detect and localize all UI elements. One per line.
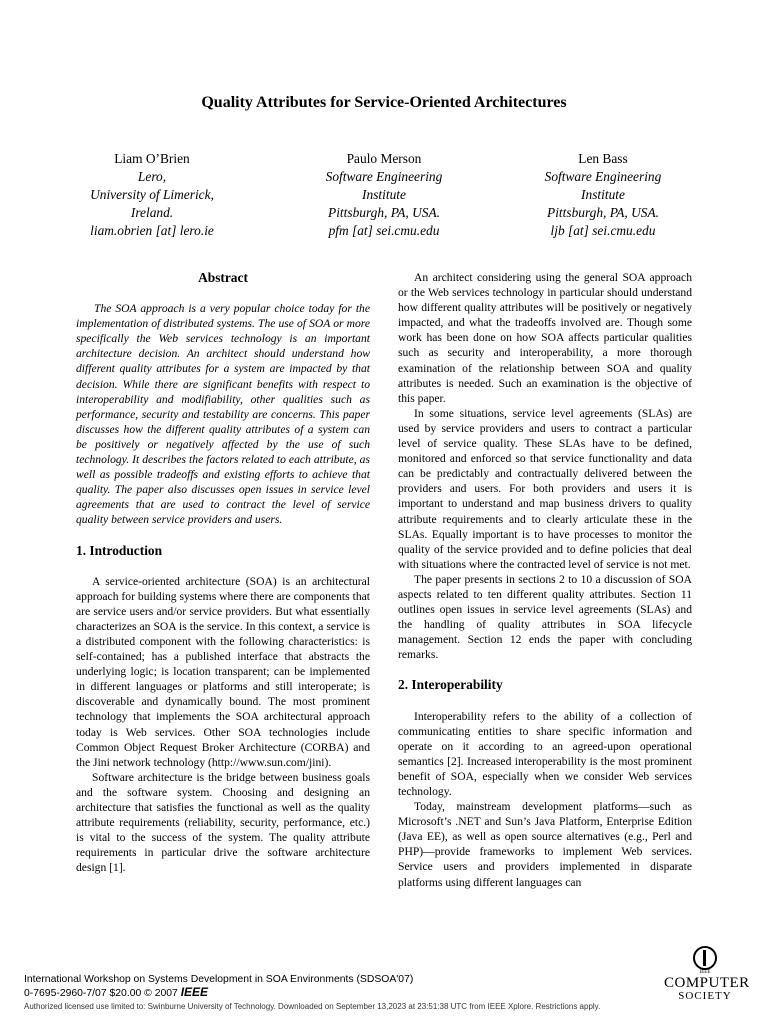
author-3 — [488, 150, 718, 240]
section-heading-interoperability: 2. Interoperability — [398, 677, 503, 693]
paragraph: Today, mainstream development platforms—such as Microsoft’s .NET and Sun’s Java Platform, Enterprise Edition (Java EE), as well as open source alternatives (e.g., Perl and PHP)—provide frameworks to implement Web services. Service users and providers implemented in disparate platforms using different languages can — [398, 800, 692, 889]
ieee-circle-icon — [693, 946, 717, 970]
logo-society-text: SOCIETY — [678, 990, 732, 1002]
left-column — [76, 270, 370, 875]
paragraph: An architect considering using the general SOA approach or the Web services technology in particular should understand how different quality attributes will be positively or negatively impacted, and what the tradeoffs involved are. Though some work has been done on how SOA affects particular qualities such as security and interoperability, a more thorough examination of the relationship between SOA and quality attributes is needed. Such an examination is the objective of this paper. — [398, 271, 692, 405]
author-affiliation: Ireland. — [130, 205, 174, 220]
footer-isbn-text: 0-7695-2960-7/07 $20.00 © 2007 — [24, 988, 178, 999]
paragraph: The paper presents in sections 2 to 10 a discussion of SOA aspects related to ten different quality attributes. Section 11 outlines open issues in service level agreements (SLAs) and the handling of quality attributes in SOA lifecycle management. Section 12 ends the paper with concluding remarks. — [398, 572, 692, 662]
author-affiliation: Software Engineering — [325, 169, 443, 184]
abstract-heading: Abstract — [198, 270, 248, 285]
computer-society-logo — [664, 946, 750, 1002]
paragraph: A service-oriented architecture (SOA) is an architectural approach for building systems where there are components that are service users and/or service providers. But what essentially characterizes an SOA is the service. In this context, a service is a distributed component with the following characteristics: is self-contained; has a published interface that abstracts the underlying logic; is location transparent; can be implemented in different languages or platforms and still interoperate; is discoverable and dynamically bound. The most prominent technology that implements the SOA architectural approach today is Web services. Other SOA technologies include Common Object Request Broker Architecture (CORBA) and the Jini network technology (http://www.sun.com/jini). — [76, 574, 370, 769]
author-name: Len Bass — [578, 151, 628, 166]
footer-isbn — [24, 986, 600, 1000]
logo-computer-text: COMPUTER — [664, 975, 750, 991]
author-email: pfm [at] sei.cmu.edu — [328, 223, 440, 238]
author-affiliation: University of Limerick, — [90, 187, 214, 202]
abstract-text: The SOA approach is a very popular choice today for the implementation of distributed systems. The use of SOA or more specifically the Web services technology is an important architecture decision. An architect should understand how different quality attributes for a system are impacted by that decision. While there are significant benefits with respect to interoperability and modifiability, other qualities such as performance, security and testability are concerns. This paper discusses how the different quality attributes of a system can be positively or negatively affected by the use of such technology. It describes the factors related to each attribute, as well as possible tradeoffs and existing efforts to achieve that quality. The paper also discusses open issues in service level agreements that are used to contract the level of service quality between service providers and users. — [76, 302, 370, 527]
paragraph: Software architecture is the bridge between business goals and the software system. Choosing and designing an architecture that satisfies the functional as well as the quality attribute requirements (reliability, security, performance, etc.) is vital to the success of the system. The quality attribute requirements in particular drive the software architecture design [1]. — [76, 770, 370, 875]
author-1 — [37, 150, 267, 240]
paper-title: Quality Attributes for Service-Oriented Architectures — [201, 94, 567, 111]
paragraph: Interoperability refers to the ability of a collection of communicating entities to share specific information and operate on it according to an agreed-upon operational semantics [2]. Increased interoperability is the most prominent benefit of SOA, especially when we consider Web services technology. — [398, 709, 692, 798]
author-affiliation: Pittsburgh, PA, USA. — [547, 205, 659, 220]
author-affiliation: Institute — [581, 187, 625, 202]
ieee-wordmark: IEEE — [180, 985, 209, 999]
author-affiliation: Lero, — [137, 169, 167, 184]
right-column — [398, 270, 692, 890]
logo-ieee-text: IEEE — [699, 970, 711, 975]
author-email: liam.obrien [at] lero.ie — [90, 223, 214, 238]
author-affiliation: Software Engineering — [544, 169, 662, 184]
page-footer — [24, 973, 600, 1013]
section-heading-introduction: 1. Introduction — [76, 542, 163, 558]
footer-conference: International Workshop on Systems Development in SOA Environments (SDSOA'07) — [24, 974, 414, 985]
author-name: Liam O’Brien — [114, 151, 190, 166]
paragraph: In some situations, service level agreements (SLAs) are used by service providers and users to contract a particular level of service quality. These SLAs have to be defined, monitored and enforced so that service functionality and data can be predictably and contractually delivered between the providers and users. For both providers and users it is important to understand and map business drivers to quality attribute requirements and to clearly articulate these in the SLAs. Equally important is to have processes to monitor the quality of the service provided and to define policies that deal with situations where the contracted level of service is not met. — [398, 406, 692, 571]
author-affiliation: Pittsburgh, PA, USA. — [328, 205, 440, 220]
author-name: Paulo Merson — [346, 151, 422, 166]
author-affiliation: Institute — [362, 187, 406, 202]
author-email: ljb [at] sei.cmu.edu — [550, 223, 656, 238]
author-2 — [269, 150, 499, 240]
footer-download-notice: Authorized licensed use limited to: Swinburne University of Technology. Downloaded on September 13,2023 at 23:51:38 UTC from IEEE Xplore. Restrictions apply. — [24, 1002, 601, 1011]
